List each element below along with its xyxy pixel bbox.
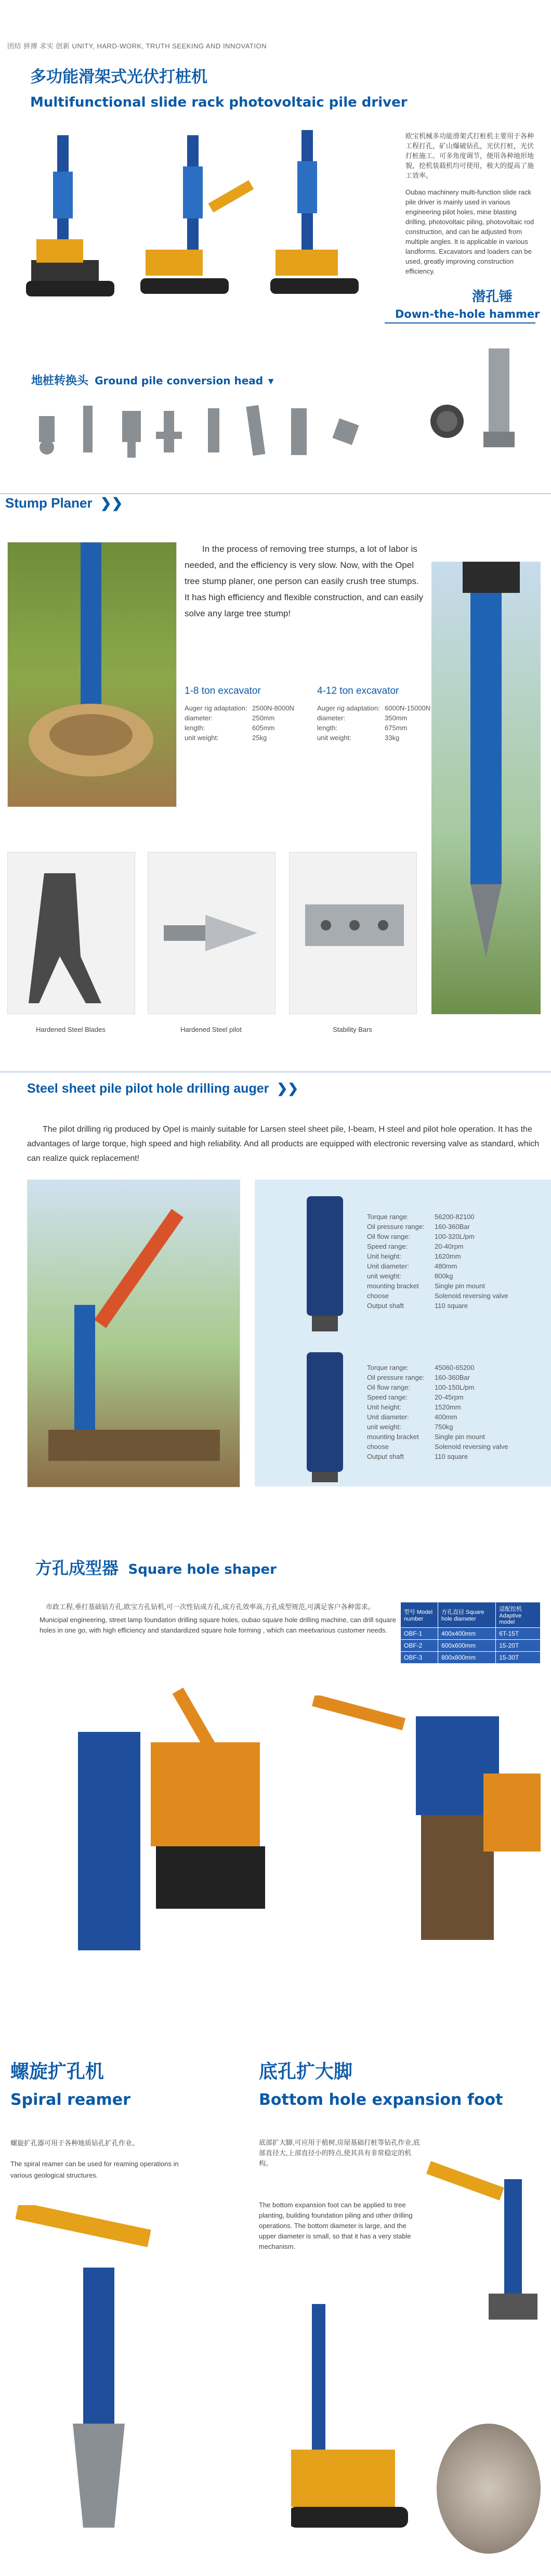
square-shaper-photo-2 — [312, 1695, 541, 1971]
bottom-photo-1 — [426, 2153, 546, 2330]
spec-value: 25kg — [252, 734, 267, 742]
table-row — [401, 1628, 541, 1640]
spec-key: unit weight: — [367, 1423, 401, 1431]
stump-model-1 — [185, 685, 294, 743]
spec-row — [367, 1291, 508, 1301]
spec-row — [185, 723, 294, 733]
sheet-pile-photo — [27, 1180, 240, 1487]
auger-motor-1 — [307, 1196, 343, 1316]
spec-row — [185, 703, 294, 713]
stump-model-2-specs — [317, 703, 430, 743]
spec-row — [367, 1281, 508, 1291]
bottom-desc-en: The bottom expansion foot can be applied to tree planting, building foundation piling and other drilling operations. The bottom diameter is large, and the upper diameter is small, so that it has a very stable mechanism. — [259, 2201, 413, 2250]
spec-value: 1620mm — [435, 1252, 461, 1260]
pv-desc-cn: 欧宝机械多功能滑架式打桩机主要用于各种工程打孔，矿山爆破钻孔，光伏打桩，光伏打桩施工。可多角度调节，便用各种地形地貌，挖机装载机均可使用，极大的提高了施工效率。 — [405, 132, 534, 179]
spec-value: 160-360Bar — [435, 1223, 470, 1231]
square-heading — [35, 1555, 277, 1579]
spec-value: 110 square — [435, 1302, 468, 1310]
section-divider — [0, 493, 551, 494]
table-cell: 15-30T — [496, 1652, 541, 1664]
spec-row — [367, 1402, 508, 1412]
spec-value: 100-150L/pm — [435, 1383, 475, 1391]
spiral-reamer-photo — [16, 2205, 239, 2569]
spec-row — [367, 1241, 508, 1251]
spec-value: 675mm — [385, 724, 408, 732]
bars-photo — [289, 852, 417, 1014]
spec-key: Unit diameter: — [367, 1413, 409, 1421]
spec-key: Output shaft — [367, 1453, 404, 1460]
spec-row — [317, 703, 430, 713]
spec-value: Single pin mount — [435, 1282, 485, 1290]
spec-key: Auger rig adaptation: — [185, 704, 247, 712]
sheet-pile-spec-2 — [367, 1363, 508, 1461]
spec-value: 160-360Bar — [435, 1374, 470, 1381]
spec-row — [367, 1222, 508, 1232]
spec-key: choose — [367, 1443, 389, 1451]
spec-row — [185, 713, 294, 723]
spec-row — [367, 1251, 508, 1261]
bottom-title-cn: 底孔扩大脚 — [259, 2061, 353, 2082]
spec-key: mounting bracket — [367, 1282, 419, 1290]
table-cell: 15-20T — [496, 1640, 541, 1652]
spec-key: Output shaft — [367, 1302, 404, 1310]
conversion-title-cn: 地桩转换头 — [31, 374, 89, 387]
square-title-en: Square hole shaper — [128, 1562, 277, 1577]
pv-title-en: Multifunctional slide rack photovoltaic pile driver — [30, 95, 408, 110]
conversion-heads-row — [31, 400, 374, 463]
spec-value: 6000N-15000N — [385, 704, 431, 712]
stump-model-2 — [317, 685, 430, 743]
spec-row — [367, 1392, 508, 1402]
spec-value: 350mm — [385, 714, 408, 722]
spiral-title-en: Spiral reamer — [10, 2091, 130, 2109]
table-header-row — [401, 1602, 541, 1628]
spec-value: Solenoid reversing valve — [435, 1292, 508, 1300]
company-tagline: 团结 拼搏 求实 创新 UNITY, HARD-WORK, TRUTH SEEKING AND INNOVATION — [7, 42, 267, 50]
spec-key: choose — [367, 1292, 389, 1300]
pv-machine-photos — [21, 130, 374, 312]
spec-row — [367, 1271, 508, 1281]
spec-key: Unit diameter: — [367, 1262, 409, 1270]
double-chevron-icon: ❯❯ — [277, 1081, 299, 1096]
square-desc-cn: 市政工程,垂打基础钻方孔,欧宝方孔钻机,可一次性钻成方孔,成方孔效率高,方孔成型规范,可满足客户各种需求。 — [46, 1603, 375, 1611]
spec-row — [317, 723, 430, 733]
stump-heading — [5, 495, 123, 511]
spec-value: 100-320L/pm — [435, 1233, 475, 1240]
pilot-photo — [148, 852, 276, 1014]
bottom-title-en: Bottom hole expansion foot — [259, 2091, 503, 2109]
table-cell: 800x800mm — [438, 1652, 496, 1664]
spec-value: 20-45rpm — [435, 1393, 464, 1401]
spec-key: Oil pressure range: — [367, 1374, 425, 1381]
spec-value: 33kg — [385, 734, 400, 742]
spec-row — [367, 1212, 508, 1222]
section-divider-2 — [0, 1071, 551, 1072]
spec-row — [367, 1301, 508, 1311]
spec-value: 45060-65200 — [435, 1364, 475, 1371]
spiral-desc-cn: 螺旋扩孔器可用于各种地质钻孔扩孔作业。 — [10, 2139, 139, 2147]
spiral-title-cn: 螺旋扩孔机 — [10, 2061, 104, 2082]
spec-key: diameter: — [185, 714, 213, 722]
conversion-heading — [31, 372, 276, 388]
sheet-pile-heading — [27, 1081, 298, 1096]
spec-key: Speed range: — [367, 1242, 408, 1250]
spec-key: Speed range: — [367, 1393, 408, 1401]
bottom-photo-2 — [291, 2304, 416, 2569]
table-cell: OBF-1 — [401, 1628, 438, 1640]
spec-key: Unit height: — [367, 1252, 401, 1260]
spec-key: length: — [317, 724, 338, 732]
spec-key: Oil pressure range: — [367, 1223, 425, 1231]
hammer-divider — [385, 322, 535, 323]
square-title-cn: 方孔成型器 — [35, 1558, 119, 1578]
spec-value: 750kg — [435, 1423, 453, 1431]
table-header-cell: 适配挖机 Adaptive model — [496, 1602, 541, 1628]
spec-row — [367, 1452, 508, 1461]
auger-shaft-2 — [312, 1472, 338, 1482]
spec-row — [367, 1382, 508, 1392]
sheet-pile-spec-1 — [367, 1212, 508, 1311]
hammer-photos — [426, 343, 541, 463]
stump-model-1-specs — [185, 703, 294, 743]
spec-row — [367, 1442, 508, 1452]
spec-key: Torque range: — [367, 1213, 409, 1221]
spec-value: Solenoid reversing valve — [435, 1443, 508, 1451]
spec-value: 250mm — [252, 714, 275, 722]
pv-desc-en: Oubao machinery multi-function slide rack pile driver is mainly used in various engineering pilot holes, mine blasting drilling, photovoltaic piling, photovoltaic rod construction, and can be adjusted from multiple angles. It is applicable in various landforms. Excavators and loaders can be used, greatly improving construction efficiency. — [405, 188, 534, 275]
stump-photo — [7, 542, 177, 807]
pv-title-cn: 多功能滑架式光伏打桩机 — [30, 68, 207, 86]
square-shaper-photo-1 — [57, 1680, 276, 1971]
triangle-down-icon: ▼ — [266, 376, 276, 386]
table-cell: OBF-2 — [401, 1640, 438, 1652]
spec-row — [367, 1363, 508, 1373]
spec-row — [367, 1432, 508, 1442]
spiral-desc-en: The spiral reamer can be used for reaming operations in various geological structures. — [10, 2160, 179, 2179]
hammer-title-en: Down-the-hole hammer — [395, 308, 540, 320]
stump-desc: In the process of removing tree stumps, a lot of labor is needed, and the efficiency is very slow. Now, with the Opel tree stump planer, one person can easily crush tree stumps. It has high efficiency and flexible construction, and can easily solve any large tree stump! — [185, 544, 423, 618]
spec-value: 1520mm — [435, 1403, 461, 1411]
sheet-pile-title: Steel sheet pile pilot hole drilling auger — [27, 1081, 269, 1096]
spec-key: unit weight: — [317, 734, 351, 742]
table-cell: 400x400mm — [438, 1628, 496, 1640]
spec-value: 2500N-8000N — [252, 704, 294, 712]
auger-motor-2 — [307, 1352, 343, 1472]
spec-row — [185, 733, 294, 743]
spec-row — [367, 1261, 508, 1271]
spec-row — [317, 713, 430, 723]
table-cell: 600x600mm — [438, 1640, 496, 1652]
stump-model-2-name: 4-12 ton excavator — [317, 685, 399, 696]
spec-row — [367, 1422, 508, 1432]
spec-key: length: — [185, 724, 205, 732]
spec-row — [367, 1232, 508, 1241]
stump-model-1-name: 1-8 ton excavator — [185, 685, 261, 696]
square-desc-en: Municipal engineering, street lamp foundation drilling square holes, oubao square hole drilling machine, can drill square holes in one go, with high efficiency and standardized square hole forming , which can meetvarious customer needs. — [40, 1616, 396, 1634]
part-label-pilot: Hardened Steel pilot — [180, 1026, 242, 1033]
blades-photo — [7, 852, 135, 1014]
spec-value: 605mm — [252, 724, 275, 732]
bottom-desc-cn: 底部扩大脚,可应用于植树,房屋基础打桩等钻孔作业,底部直径大,上部直径小的特点,使其具有非常稳定的机构。 — [259, 2139, 420, 2167]
spec-key: Unit height: — [367, 1403, 401, 1411]
spec-key: unit weight: — [367, 1272, 401, 1280]
spec-key: Auger rig adaptation: — [317, 704, 380, 712]
spec-key: Oil flow range: — [367, 1233, 411, 1240]
spec-key: Torque range: — [367, 1364, 409, 1371]
spec-row — [317, 733, 430, 743]
spec-row — [367, 1412, 508, 1422]
spec-key: unit weight: — [185, 734, 219, 742]
sheet-pile-desc: The pilot drilling rig produced by Opel is mainly suitable for Larsen steel sheet pile, I-beam, H steel and pilot hole operation. It has the advantages of large torque, high speed and high reliability. And all products are equipped with electronic reversing valve as standard, which can realize quick replacement! — [27, 1125, 540, 1163]
spec-value: 110 square — [435, 1453, 468, 1460]
spec-value: 56200-82100 — [435, 1213, 475, 1221]
spec-key: mounting bracket — [367, 1433, 419, 1441]
hammer-title-cn: 潜孔锤 — [472, 289, 513, 305]
spec-key: diameter: — [317, 714, 346, 722]
spec-row — [367, 1373, 508, 1382]
conversion-title-en: Ground pile conversion head — [95, 374, 264, 387]
table-row — [401, 1652, 541, 1664]
table-header-cell: 型号 Model number — [401, 1602, 438, 1628]
spec-value: Single pin mount — [435, 1433, 485, 1441]
stump-planer-tall-photo — [431, 562, 541, 1014]
square-spec-table — [400, 1602, 541, 1664]
spec-value: 20-40rpm — [435, 1242, 464, 1250]
table-header-cell: 方孔直径 Square hole diameter — [438, 1602, 496, 1628]
spec-value: 800kg — [435, 1272, 453, 1280]
auger-shaft-1 — [312, 1316, 338, 1331]
part-label-blades: Hardened Steel Blades — [36, 1026, 106, 1033]
double-chevron-icon: ❯❯ — [100, 495, 123, 511]
stump-title: Stump Planer — [5, 495, 93, 511]
table-row — [401, 1640, 541, 1652]
spec-value: 400mm — [435, 1413, 457, 1421]
table-cell: 6T-15T — [496, 1628, 541, 1640]
part-label-bars: Stability Bars — [333, 1026, 372, 1033]
bottom-hole-photo — [437, 2424, 541, 2554]
table-cell: OBF-3 — [401, 1652, 438, 1664]
spec-value: 480mm — [435, 1262, 457, 1270]
spec-key: Oil flow range: — [367, 1383, 411, 1391]
